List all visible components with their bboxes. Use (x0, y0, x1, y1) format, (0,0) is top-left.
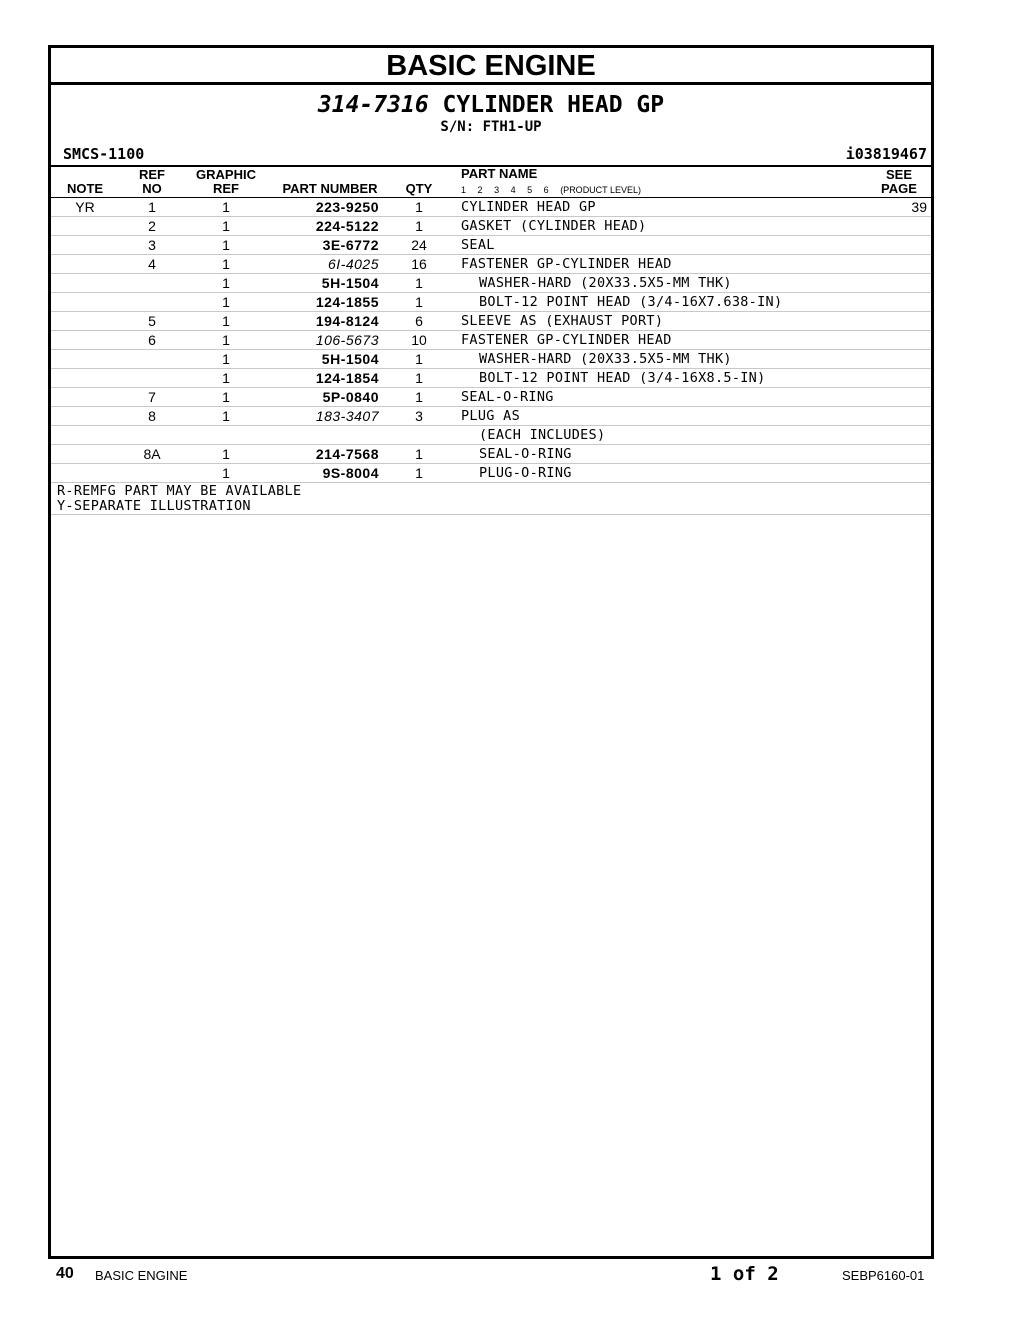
cell-part-name: BOLT-12 POINT HEAD (3/4-16X8.5-IN) (479, 370, 766, 386)
meta-row (51, 143, 931, 165)
level-6: 6 (543, 185, 549, 195)
cell-graphic-ref: 1 (222, 332, 230, 348)
cell-part-name: FASTENER GP-CYLINDER HEAD (461, 332, 672, 348)
table-row (51, 464, 931, 483)
group-name: CYLINDER HEAD GP (442, 92, 665, 118)
cell-note: YR (75, 199, 95, 215)
table-row (51, 255, 931, 274)
cell-ref: 3 (148, 237, 156, 253)
header-part-name: PART NAME (461, 166, 538, 181)
cell-graphic-ref: 1 (222, 313, 230, 329)
cell-part-number[interactable]: 124-1855 (315, 294, 379, 310)
legend-note-r: R-REMFG PART MAY BE AVAILABLE (57, 483, 302, 499)
table-row (51, 369, 931, 388)
cell-part-name: BOLT-12 POINT HEAD (3/4-16X7.638-IN) (479, 294, 783, 310)
cell-qty: 24 (411, 237, 427, 253)
table-row (51, 274, 931, 293)
group-title (51, 91, 931, 119)
header-product-levels (461, 183, 650, 197)
header-ref-top: REF (139, 167, 165, 182)
header-see-bottom: PAGE (881, 181, 917, 196)
cell-part-name: SEAL-O-RING (479, 446, 572, 462)
cell-graphic-ref: 1 (222, 294, 230, 310)
cell-ref: 2 (148, 218, 156, 234)
cell-part-number[interactable]: 3E-6772 (322, 237, 379, 253)
table-row (51, 388, 931, 407)
legend-notes (51, 483, 931, 515)
cell-graphic-ref: 1 (222, 389, 230, 405)
parts-page-frame (48, 45, 934, 1259)
cell-part-name: CYLINDER HEAD GP (461, 199, 596, 215)
cell-qty: 1 (415, 465, 423, 481)
header-part-number: PART NUMBER (282, 181, 378, 196)
cell-part-name: PLUG-O-RING (479, 465, 572, 481)
cell-graphic-ref: 1 (222, 351, 230, 367)
table-row (51, 350, 931, 369)
cell-part-number[interactable]: 106-5673 (315, 332, 379, 348)
cell-part-number[interactable]: 214-7568 (315, 446, 379, 462)
table-row (51, 198, 931, 217)
cell-ref: 7 (148, 389, 156, 405)
section-title: BASIC ENGINE (51, 48, 931, 85)
cell-qty: 1 (415, 370, 423, 386)
cell-graphic-ref: 1 (222, 465, 230, 481)
footer-doc-id: SEBP6160-01 (842, 1268, 925, 1283)
cell-see-page[interactable]: 39 (911, 199, 927, 215)
cell-graphic-ref: 1 (222, 237, 230, 253)
header-graphic-top: GRAPHIC (196, 167, 256, 182)
cell-part-name: SLEEVE AS (EXHAUST PORT) (461, 313, 664, 329)
cell-qty: 1 (415, 275, 423, 291)
cell-graphic-ref: 1 (222, 446, 230, 462)
header-see-top: SEE (885, 167, 912, 182)
illustration-id: i03819467 (845, 145, 927, 163)
cell-qty: 10 (411, 332, 427, 348)
cell-part-number[interactable]: 5P-0840 (322, 389, 379, 405)
cell-part-name: (EACH INCLUDES) (479, 427, 606, 443)
cell-qty: 1 (415, 199, 423, 215)
cell-qty: 1 (415, 351, 423, 367)
level-5: 5 (527, 185, 533, 195)
cell-ref: 1 (148, 199, 156, 215)
cell-ref: 8 (148, 408, 156, 424)
cell-graphic-ref: 1 (222, 275, 230, 291)
table-row (51, 312, 931, 331)
cell-part-number[interactable]: 224-5122 (315, 218, 379, 234)
legend-note-y: Y-SEPARATE ILLUSTRATION (57, 498, 251, 514)
cell-part-number[interactable]: 124-1854 (315, 370, 379, 386)
table-row (51, 407, 931, 426)
cell-graphic-ref: 1 (222, 199, 230, 215)
cell-ref: 4 (148, 256, 156, 272)
table-row (51, 293, 931, 312)
cell-ref: 6 (148, 332, 156, 348)
cell-part-name: WASHER-HARD (20X33.5X5-MM THK) (479, 275, 732, 291)
cell-part-number[interactable]: 9S-8004 (322, 465, 379, 481)
cell-graphic-ref: 1 (222, 370, 230, 386)
cell-part-name: FASTENER GP-CYLINDER HEAD (461, 256, 672, 272)
parts-table (51, 198, 931, 483)
header-note: NOTE (66, 181, 104, 196)
cell-graphic-ref: 1 (222, 408, 230, 424)
cell-ref: 8A (143, 446, 161, 462)
cell-graphic-ref: 1 (222, 218, 230, 234)
level-1: 1 (461, 185, 467, 195)
header-qty: QTY (405, 181, 433, 196)
cell-part-number[interactable]: 5H-1504 (321, 275, 379, 291)
cell-qty: 3 (415, 408, 423, 424)
header-graphic-bottom: REF (213, 181, 239, 196)
level-3: 3 (494, 185, 500, 195)
header-ref-bottom: NO (142, 181, 162, 196)
table-header (51, 167, 931, 197)
serial-number-range: S/N: FTH1-UP (440, 119, 542, 135)
cell-part-number[interactable]: 194-8124 (315, 313, 379, 329)
cell-part-name: WASHER-HARD (20X33.5X5-MM THK) (479, 351, 732, 367)
cell-part-name: GASKET (CYLINDER HEAD) (461, 218, 647, 234)
cell-qty: 1 (415, 446, 423, 462)
cell-qty: 16 (411, 256, 427, 272)
level-2: 2 (477, 185, 483, 195)
footer-section: BASIC ENGINE (95, 1268, 188, 1283)
table-row (51, 426, 931, 445)
level-4: 4 (510, 185, 516, 195)
cell-qty: 1 (415, 294, 423, 310)
page-footer (0, 1262, 1020, 1290)
cell-qty: 1 (415, 389, 423, 405)
footer-page-of: 1 of 2 (710, 1263, 779, 1285)
cell-part-number[interactable]: 223-9250 (315, 199, 379, 215)
footer-page-number: 40 (56, 1265, 74, 1282)
cell-ref: 5 (148, 313, 156, 329)
group-part-number[interactable]: 314-7316 (317, 92, 429, 118)
cell-part-number[interactable]: 5H-1504 (321, 351, 379, 367)
cell-graphic-ref: 1 (222, 256, 230, 272)
smcs-code: SMCS-1100 (63, 145, 145, 163)
cell-qty: 6 (415, 313, 423, 329)
table-row (51, 331, 931, 350)
cell-part-name: SEAL-O-RING (461, 389, 554, 405)
cell-part-name: PLUG AS (461, 408, 520, 424)
table-row (51, 217, 931, 236)
cell-part-name: SEAL (461, 237, 495, 253)
cell-part-number[interactable]: 6I-4025 (328, 256, 379, 272)
cell-qty: 1 (415, 218, 423, 234)
table-row (51, 445, 931, 464)
table-row (51, 236, 931, 255)
cell-part-number[interactable]: 183-3407 (315, 408, 379, 424)
level-caption: (PRODUCT LEVEL) (560, 185, 642, 195)
